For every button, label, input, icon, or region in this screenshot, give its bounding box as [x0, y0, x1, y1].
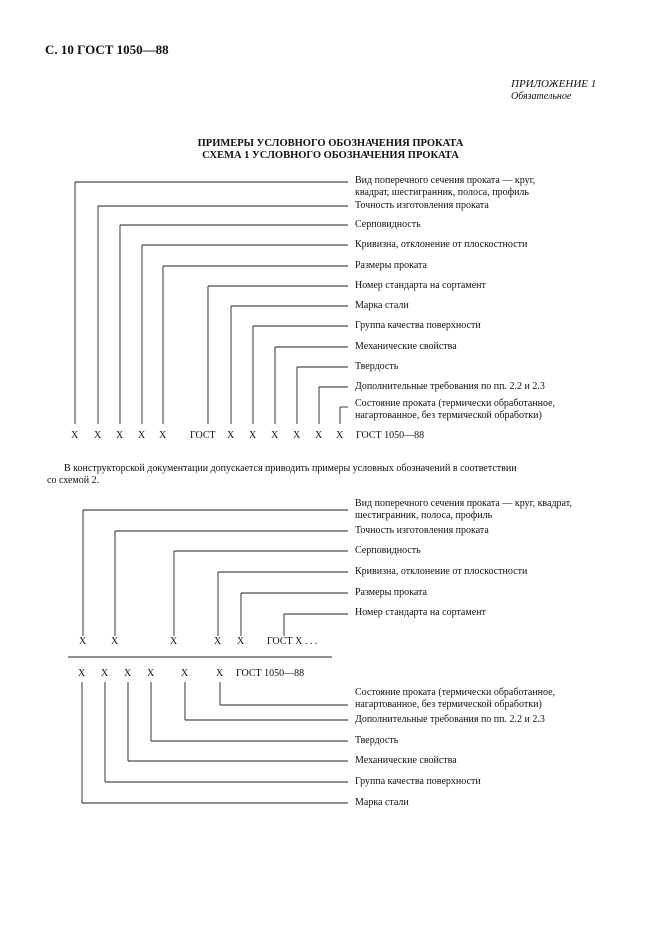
s1-symbol: X: [116, 430, 124, 441]
s1-symbol: X: [159, 430, 167, 441]
s2-top-symbol-gost: ГОСТ X . . .: [267, 636, 318, 647]
s2-bottom-symbol: X: [124, 668, 132, 679]
s2-bottom-symbol-standard: ГОСТ 1050—88: [236, 668, 305, 679]
s2-bottom-symbol: X: [147, 668, 155, 679]
s2-label-accuracy: Точность изготовления проката: [355, 525, 489, 536]
s2-bottom-symbol: X: [181, 668, 189, 679]
s2-top-symbol: X: [237, 636, 245, 647]
s1-label-standard-number: Номер стандарта на сортамент: [355, 280, 486, 291]
s1-label-condition-cont: нагартованное, без термической обработки): [355, 410, 542, 421]
s2-label-cross-section: Вид поперечного сечения проката — круг, квадрат,: [355, 498, 572, 509]
s2-label-steel-grade: Марка стали: [355, 797, 409, 808]
s1-symbol: X: [293, 430, 301, 441]
paragraph-line-1: В конструкторской документации допускается приводить примеры условных обозначений в соответствии: [64, 463, 517, 474]
s2-top-symbol: X: [214, 636, 222, 647]
appendix-label: ПРИЛОЖЕНИЕ 1: [511, 78, 597, 90]
s1-label-cross-section-cont: квадрат, шестигранник, полоса, профиль: [355, 187, 529, 198]
s1-symbol: X: [138, 430, 146, 441]
s1-label-cross-section: Вид поперечного сечения проката — круг,: [355, 175, 536, 186]
s1-label-curvature: Кривизна, отклонение от плоскостности: [355, 239, 528, 250]
s1-symbol: X: [94, 430, 102, 441]
s2-label-standard-number: Номер стандарта на сортамент: [355, 607, 486, 618]
s2-top-symbol: X: [79, 636, 87, 647]
paragraph-line-2: со схемой 2.: [47, 475, 100, 486]
s2-bottom-symbol: X: [101, 668, 109, 679]
title-scheme-1: СХЕМА 1 УСЛОВНОГО ОБОЗНАЧЕНИЯ ПРОКАТА: [202, 150, 459, 161]
s1-symbol: X: [71, 430, 79, 441]
s2-label-condition: Состояние проката (термически обработанное,: [355, 687, 556, 698]
s2-label-hardness: Твердость: [355, 735, 399, 746]
s1-label-steel-grade: Марка стали: [355, 300, 409, 311]
s1-symbol: X: [315, 430, 323, 441]
s2-top-symbol: X: [170, 636, 178, 647]
s1-symbol: X: [227, 430, 235, 441]
s1-label-condition: Состояние проката (термически обработанное,: [355, 398, 556, 409]
s1-symbol: X: [336, 430, 344, 441]
s2-label-sickle: Серповидность: [355, 545, 421, 556]
s1-symbol: X: [271, 430, 279, 441]
s2-label-additional: Дополнительные требования по пп. 2.2 и 2.3: [355, 714, 545, 725]
s1-symbol-standard: ГОСТ 1050—88: [356, 430, 425, 441]
s2-bottom-symbol: X: [78, 668, 86, 679]
s1-label-sickle: Серповидность: [355, 219, 421, 230]
obligatory-label: Обязательное: [511, 91, 572, 102]
s1-label-accuracy: Точность изготовления проката: [355, 200, 489, 211]
s1-symbol: X: [249, 430, 257, 441]
s1-symbol-gost: ГОСТ: [190, 430, 216, 441]
s1-label-dimensions: Размеры проката: [355, 260, 427, 271]
s2-label-condition-cont: нагартованное, без термической обработки): [355, 699, 542, 710]
s2-label-dimensions: Размеры проката: [355, 587, 427, 598]
s2-top-symbol: X: [111, 636, 119, 647]
s2-label-curvature: Кривизна, отклонение от плоскостности: [355, 566, 528, 577]
s1-label-additional: Дополнительные требования по пп. 2.2 и 2.3: [355, 381, 545, 392]
page-reference: С. 10 ГОСТ 1050—88: [45, 42, 169, 57]
s1-label-surface-quality: Группа качества поверхности: [355, 320, 481, 331]
s2-label-cross-section-cont: шестигранник, полоса, профиль: [355, 510, 493, 521]
s1-label-mechanical: Механические свойства: [355, 341, 457, 352]
s1-label-hardness: Твердость: [355, 361, 399, 372]
s2-bottom-symbol: X: [216, 668, 224, 679]
s2-label-mechanical: Механические свойства: [355, 755, 457, 766]
title-examples: ПРИМЕРЫ УСЛОВНОГО ОБОЗНАЧЕНИЯ ПРОКАТА: [197, 138, 464, 149]
s2-label-surface-quality: Группа качества поверхности: [355, 776, 481, 787]
